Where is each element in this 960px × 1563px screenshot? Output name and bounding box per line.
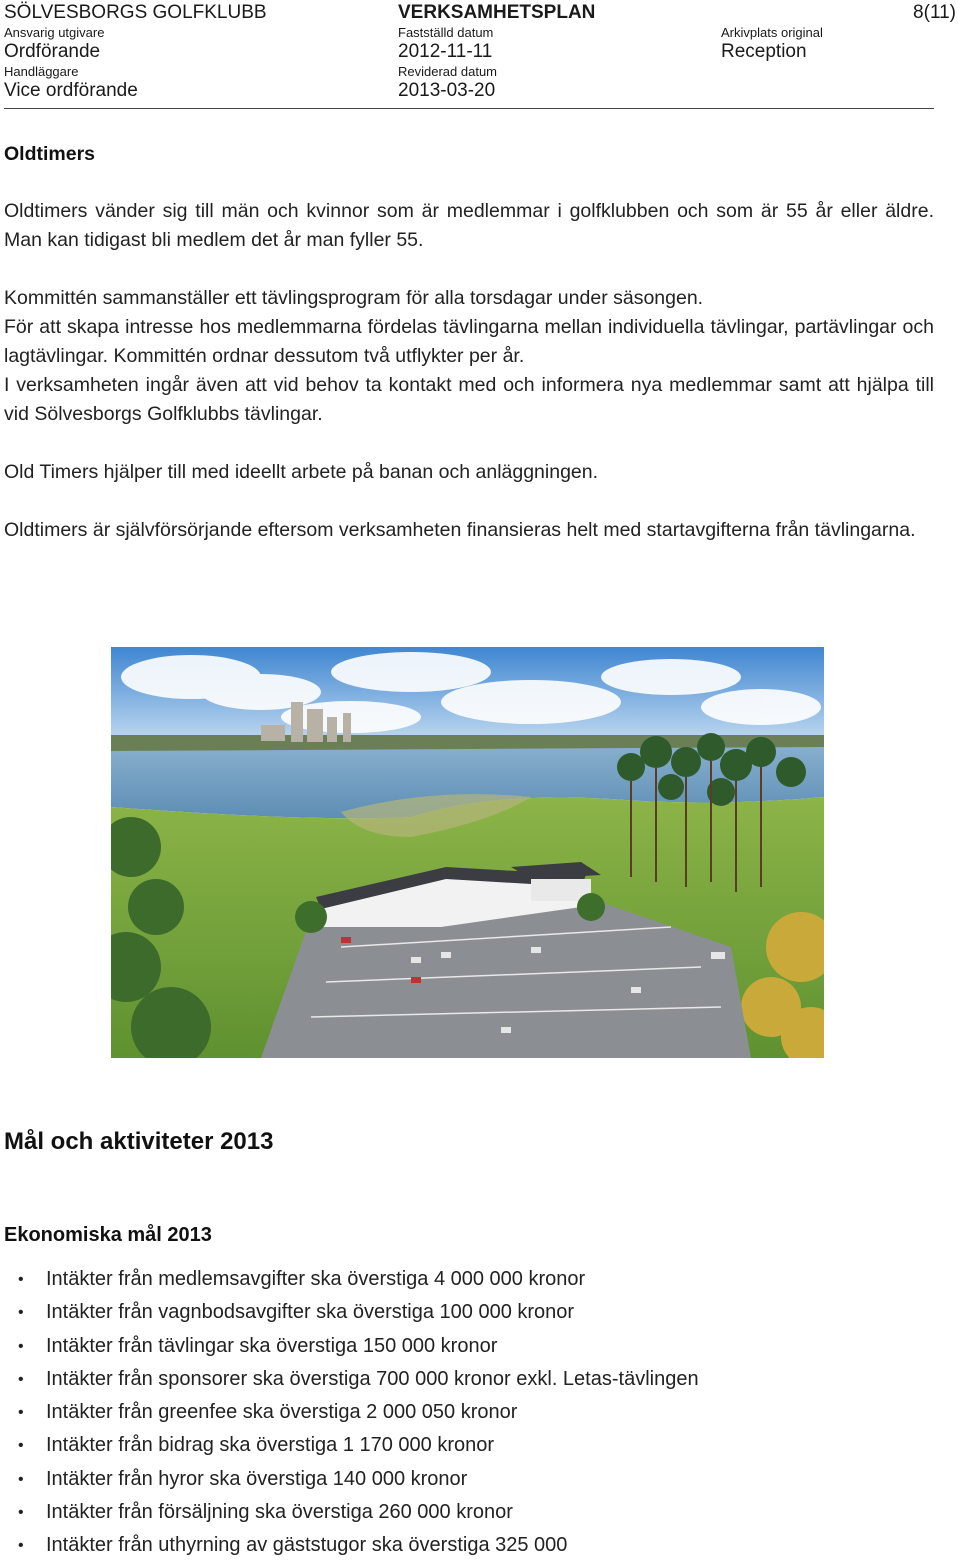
- list-item: • Intäkter från greenfee ska överstiga 2 000 050 kronor: [4, 1396, 934, 1429]
- oldtimers-paragraph-2b: För att skapa intresse hos medlemmarna fördelas tävlingarna mellan individuella tävlingar, partävlingar och lagtävlingar. Kommittén ordnar dessutom två utflykter per år.: [4, 316, 934, 367]
- bullet-icon: •: [18, 1271, 24, 1288]
- list-item: • Intäkter från uthyrning av gäststugor ska överstiga 325 000: [4, 1529, 934, 1562]
- oldtimers-paragraph-2a: Kommittén sammanställer ett tävlingsprogram för alla torsdagar under säsongen.: [4, 287, 704, 309]
- oldtimers-paragraph-4: Oldtimers är självförsörjande eftersom verksamheten finansieras helt med startavgifterna från tävlingarna.: [4, 519, 916, 541]
- oldtimers-paragraph-1: Oldtimers vänder sig till män och kvinnor som är medlemmar i golfklubben och som är 55 år eller äldre. Man kan tidigast bli medlem det år man fyller 55.: [4, 200, 934, 251]
- bullet-icon: •: [18, 1404, 24, 1422]
- list-item: • Intäkter från sponsorer ska överstiga 700 000 kronor exkl. Letas-tävlingen: [4, 1363, 934, 1396]
- value-revised-date: 2013-03-20: [398, 80, 496, 101]
- bullet-icon: •: [18, 1504, 24, 1522]
- value-archive-location: Reception: [721, 41, 807, 62]
- oldtimers-program: [4, 284, 934, 429]
- label-handler: Handläggare: [4, 64, 79, 79]
- label-responsible-publisher: Ansvarig utgivare: [4, 25, 105, 40]
- oldtimers-paragraph-2c: I verksamheten ingår även att vid behov ta kontakt med och informera nya medlemmar samt att hjälpa till vid Sölvesborgs Golfklubbs tävlingar.: [4, 374, 934, 425]
- economic-goals-list-wrapper: [4, 1263, 934, 1563]
- bullet-icon: •: [18, 1470, 24, 1488]
- oldtimers-volunteer: [4, 458, 934, 487]
- oldtimers-title: Oldtimers: [4, 143, 96, 165]
- label-archive-location: Arkivplats original: [721, 25, 823, 40]
- oldtimers-section: [4, 141, 934, 167]
- economic-goals-list: [4, 1263, 934, 1563]
- bullet-icon: •: [18, 1370, 24, 1388]
- oldtimers-paragraph-3: Old Timers hjälper till med ideellt arbete på banan och anläggningen.: [4, 461, 599, 483]
- bullet-icon: •: [18, 1304, 24, 1322]
- oldtimers-financing: [4, 516, 934, 545]
- label-revised-date: Reviderad datum: [398, 64, 497, 79]
- org-name: SÖLVESBORGS GOLFKLUBB: [4, 2, 267, 23]
- list-item: • Intäkter från tävlingar ska överstiga 150 000 kronor: [4, 1330, 934, 1363]
- label-established-date: Fastställd datum: [398, 25, 494, 40]
- golf-club-aerial-photo: [111, 647, 824, 1058]
- value-responsible-publisher: Ordförande: [4, 41, 101, 62]
- economic-goals-section: [4, 1222, 934, 1248]
- document-header: [4, 0, 956, 110]
- list-item: • Intäkter från vagnbodsavgifter ska överstiga 100 000 kronor: [4, 1296, 934, 1329]
- goals-section: [4, 1127, 934, 1157]
- doc-title: VERKSAMHETSPLAN: [398, 2, 596, 23]
- list-item: • Intäkter från försäljning ska överstiga 260 000 kronor: [4, 1496, 934, 1529]
- value-handler: Vice ordförande: [4, 80, 138, 101]
- bullet-icon: •: [18, 1437, 24, 1455]
- economic-goals-subheading: Ekonomiska mål 2013: [4, 1224, 212, 1246]
- header-divider: [4, 108, 934, 109]
- value-established-date: 2012-11-11: [398, 41, 493, 62]
- page-number: 8(11): [913, 2, 956, 23]
- list-item: • Intäkter från hyror ska överstiga 140 000 kronor: [4, 1463, 934, 1496]
- list-item: • Intäkter från bidrag ska överstiga 1 170 000 kronor: [4, 1429, 934, 1462]
- goals-heading: Mål och aktiviteter 2013: [4, 1128, 274, 1155]
- bullet-icon: •: [18, 1537, 24, 1555]
- oldtimers-intro: [4, 197, 934, 255]
- bullet-icon: •: [18, 1337, 24, 1355]
- list-item: • Intäkter från medlemsavgifter ska överstiga 4 000 000 kronor: [4, 1263, 934, 1296]
